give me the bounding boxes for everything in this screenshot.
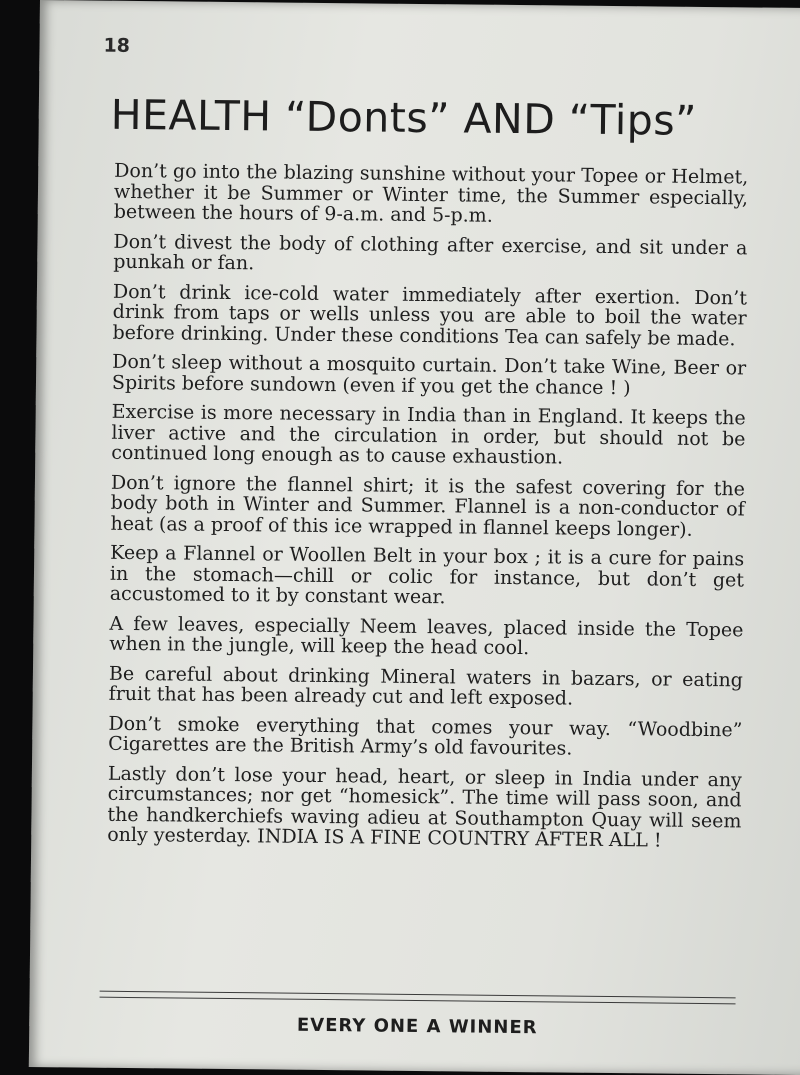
tip-paragraph: Exercise is more necessary in India than in England. It keeps the liver active and the circulation in order, but should not be continued long enough as to cause exhaustion. xyxy=(111,400,746,469)
tip-paragraph: Lastly don’t lose your head, heart, or sleep in India under any circumstances; nor get “homesick”. The time will pass soon, and the handkerchiefs waving adieu at Southampton Quay will seem only yesterday. INDIA IS A FINE COUNTRY AFTER ALL ! xyxy=(107,762,742,852)
tip-paragraph: Don’t ignore the flannel shirt; it is the safest covering for the body both in Winter and Summer. Flannel is a non-conductor of heat (as a proof of this ice wrapped in flannel keeps longer). xyxy=(110,471,746,541)
page-number: 18 xyxy=(103,34,131,57)
tip-paragraph: Don’t smoke everything that comes your way. “Woodbine” Cigarettes are the British Army’s old favourites. xyxy=(108,712,743,760)
tip-paragraph: Be careful about drinking Mineral waters in bazars, or eating fruit that has been already cut and left exposed. xyxy=(108,662,744,710)
tip-paragraph: Don’t divest the body of clothing after exercise, and sit under a punkah or fan. xyxy=(113,230,748,275)
page-title: HEALTH “Donts” AND “Tips” xyxy=(110,90,698,145)
footer-rule-bottom xyxy=(100,997,736,1005)
booklet-page xyxy=(29,0,800,1075)
tip-paragraph: Don’t drink ice-cold water immediately after exertion. Don’t drink from taps or wells unless you are able to boil the water before drinking. Under these conditions Tea can safely be made. xyxy=(112,280,748,350)
tip-paragraph: Keep a Flannel or Woollen Belt in your box ; it is a cure for pains in the stomach—chill or colic for instance, but don’t get accustomed to it by constant wear. xyxy=(109,541,745,609)
footer-slogan: EVERY ONE A WINNER xyxy=(296,1014,538,1039)
tip-paragraph: A few leaves, especially Neem leaves, placed inside the Topee when in the jungle, will keep the head cool. xyxy=(109,612,744,660)
tip-paragraph: Don’t go into the blazing sunshine without your Topee or Helmet, whether it be Summer or Winter time, the Summer especially, between the hours of 9-a.m. and 5-p.m. xyxy=(113,159,749,227)
tips-body xyxy=(107,161,748,861)
tip-paragraph: Don’t sleep without a mosquito curtain. Don’t take Wine, Beer or Spirits before sundown (even if you get the chance ! ) xyxy=(111,350,747,399)
